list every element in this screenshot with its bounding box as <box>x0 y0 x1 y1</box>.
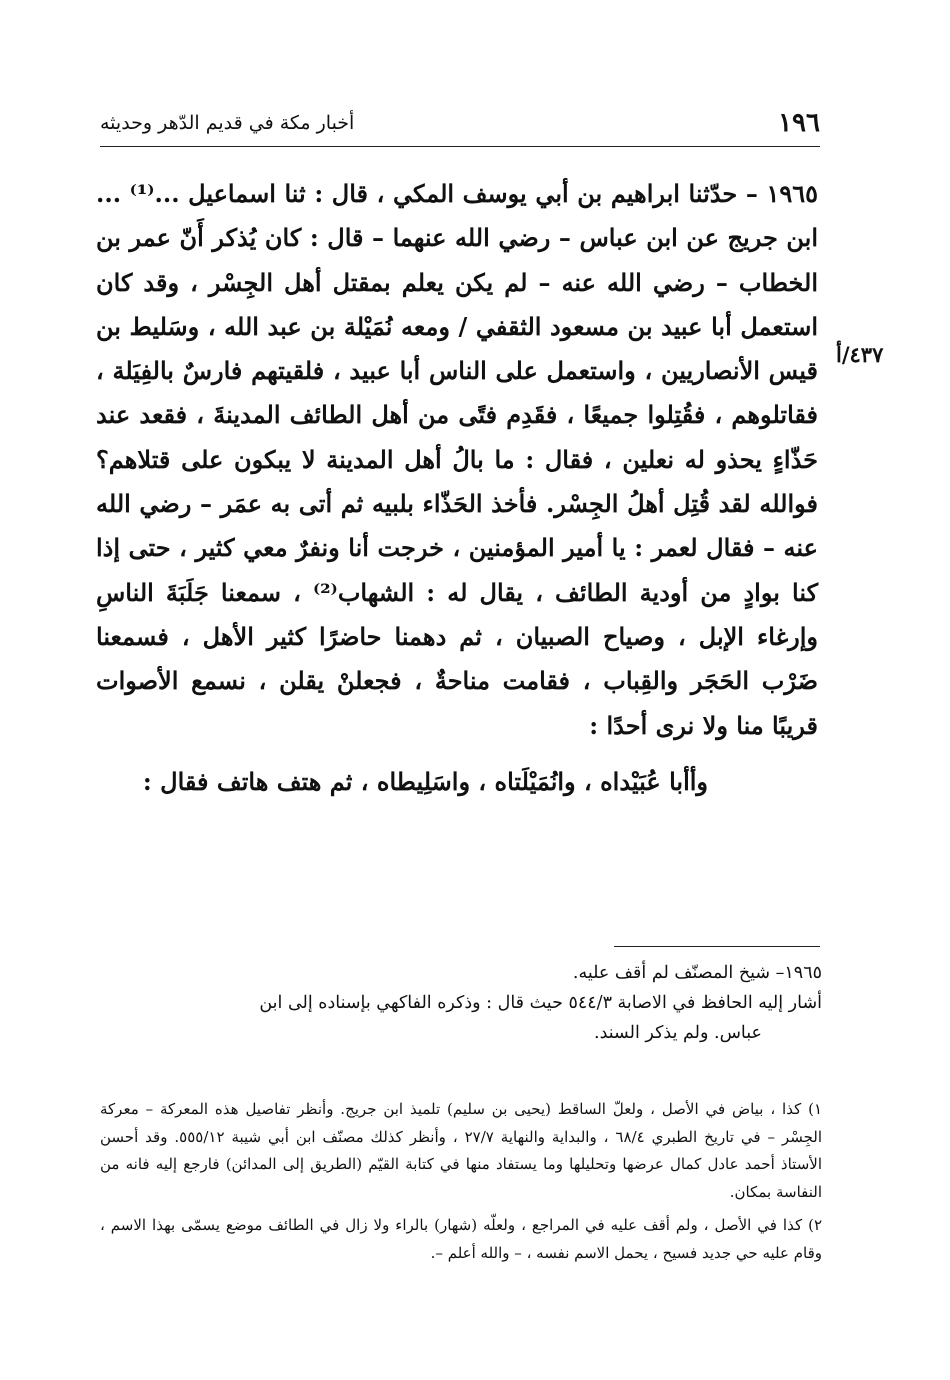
footnotes <box>100 1096 822 1273</box>
takhrij-line-2: أشار إليه الحافظ في الاصابة ٥٤٤/٣ حيث قال : وذكره الفاكهي بإسناده إلى ابن <box>259 993 822 1013</box>
running-title: أخبار مكة في قديم الدّهر وحديثه <box>100 112 355 134</box>
manuscript-folio-reference: ٤٣٧/أ <box>836 342 884 367</box>
takhrij-line-1: ١٩٦٥– شيخ المصنّف لم أقف عليه. <box>572 963 822 983</box>
header-divider <box>100 146 820 147</box>
footnote-divider <box>614 946 820 947</box>
page-header <box>100 100 820 144</box>
footnote-2: ٢) كذا في الأصل ، ولم أقف عليه في المراجع ، ولعلّه (شهار) بالراء ولا زال في الطائف موضع يسمّى بهذا الاسم ، وقام عليه حي جديد فسيح ، يحمل الاسم نفسه ، – والله أعلم –. <box>100 1216 822 1262</box>
footnote-1: ١) كذا ، بياض في الأصل ، ولعلّ الساقط (يحيى بن سليم) تلميذ ابن جريج. وأنظر تفاصيل هذه المعركة – معركة الجِسْر – في تاريخ الطبري ٦٨/٤ ، والبداية والنهاية ٢٧/٧ ، وأنظر كذلك مصنّف ابن أبي شيبة ٥٥٥/١٢. وقد أحسن الأستاذ أحمد عادل كمال عرضها وتحليلها وما يستفاد منها في كتابة القيّم (الطريق إلى المدائن) فارجع إليه فانه من النفاسة بمكان. <box>100 1100 822 1201</box>
hadith-paragraph: ١٩٦٥ – حدّثنا ابراهيم بن أبي يوسف المكي ، قال : ثنا اسماعيل ...⁽¹⁾ ... ابن جريج عن ابن عباس – رضي الله عنهما – قال : كان يُذكر أَنّ عمر بن الخطاب – رضي الله عنه – لم يكن يعلم بمقتل أهل الجِسْر ، وقد كان استعمل أبا عبيد بن مسعود الثقفي / ومعه نُمَيْلة بن عبد الله ، وسَليط بن قيس الأنصاريين ، واستعمل على الناس أبا عبيد ، فلقيتهم فارسٌ بالفِيَلة ، فقاتلوهم ، فقُتِلوا جميعًا ، فقَدِم فتًى من أهل الطائف المدينةَ ، فقعد عند حَذّاءٍ يحذو له نعلين ، فقال : ما بالُ أهل المدينة لا يبكون على قتلاهم؟ فوالله لقد قُتِل أهلُ الجِسْر. فأخذ الحَذّاء بلبيه ثم أتى به عمَر – رضي الله عنه – فقال لعمر : يا أمير المؤمنين ، خرجت أنا ونفرٌ معي كثير ، حتى إذا كنا بوادٍ من أودية الطائف ، يقال له : الشهاب⁽²⁾ ، سمعنا جَلَبَةَ الناسِ وإرغاء الإبل ، وصياح الصبيان ، ثم دهمنا حاضرًا كثير الأهل ، فسمعنا ضَرْب الحَجَر والقِباب ، فقامت مناحةٌ ، فجعلنْ يقلن ، نسمع الأصوات قريبًا منا ولا نرى أحدًا : <box>96 179 818 740</box>
verse-line: وأأبا عُبَيْداه ، وانُمَيْلَتاه ، واسَلِيطاه ، ثم هتف هاتف فقال : <box>142 766 708 796</box>
takhrij-note <box>100 958 822 1048</box>
page-number: ١٩٦ <box>778 108 820 138</box>
main-text <box>96 172 818 804</box>
takhrij-line-3: عباس. ولم يذكر السند. <box>594 1023 762 1043</box>
